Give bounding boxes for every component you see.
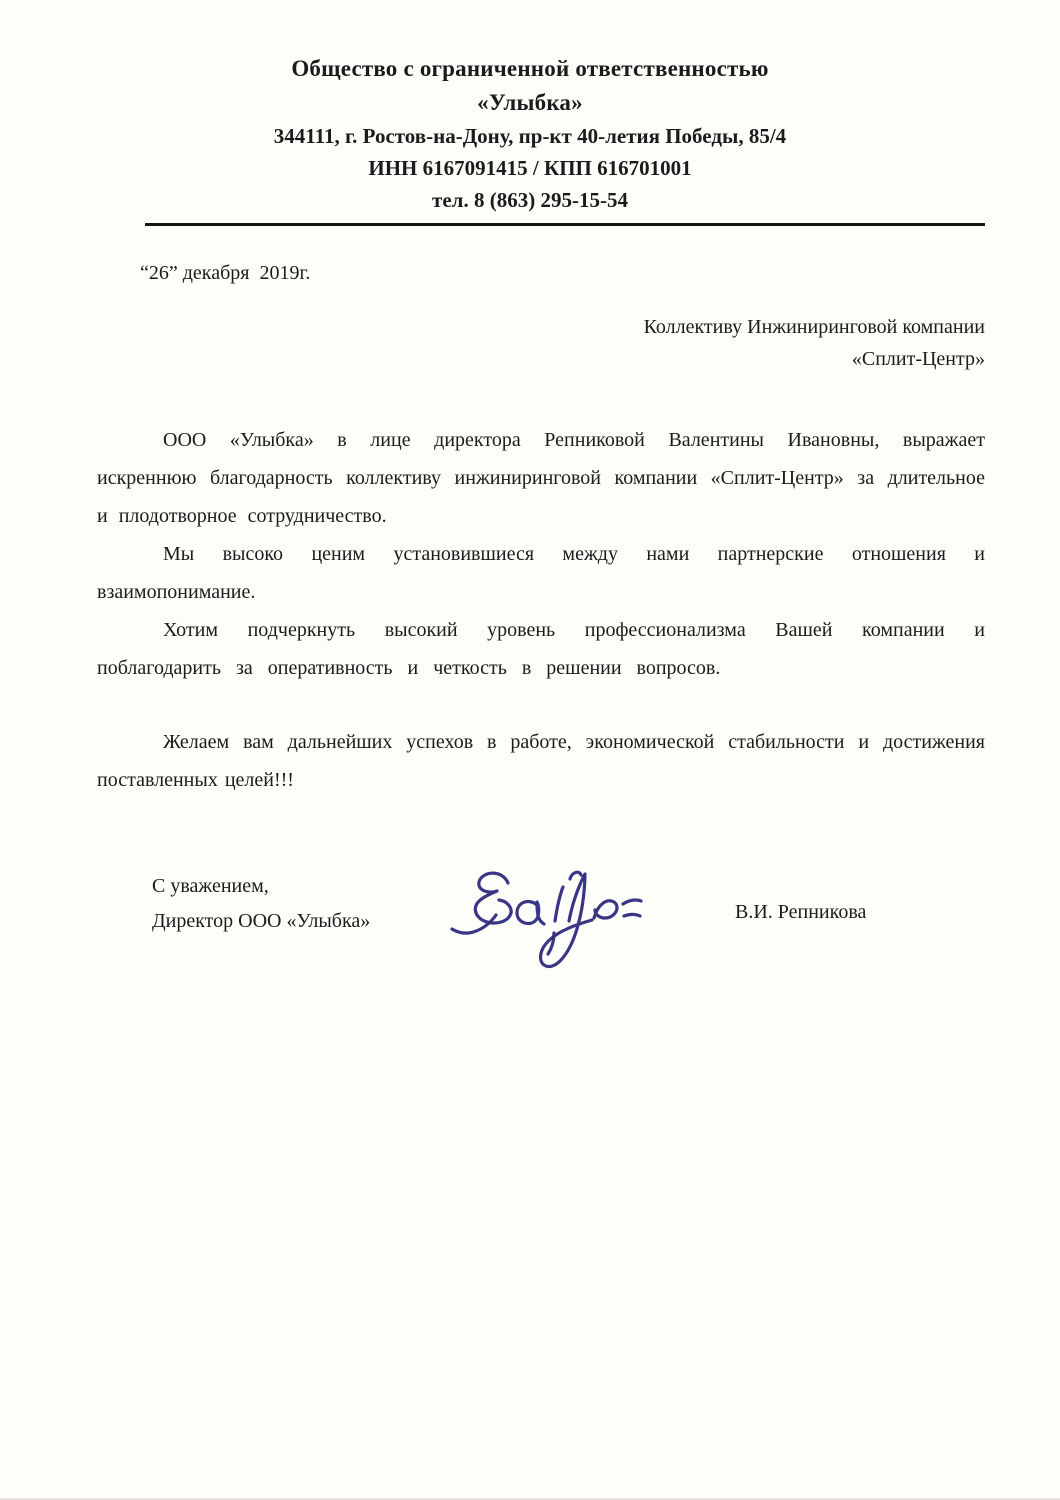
org-name-line2: «Улыбка» <box>477 90 583 115</box>
signature-title: Директор ООО «Улыбка» <box>152 910 371 932</box>
signature-left-column <box>152 869 370 939</box>
recipient-block <box>0 311 985 375</box>
paragraph-professionalism: Хотим подчеркнуть высокий уровень профессионализма Вашей компании и поблагодарить за оперативность и четкость в решении вопросов. <box>97 619 985 679</box>
handwritten-signature-icon <box>442 847 662 997</box>
org-inn-kpp: ИНН 6167091415 / КПП 616701001 <box>368 156 692 180</box>
signature-block <box>0 845 1060 1085</box>
org-name-line1: Общество с ограниченной ответственностью <box>291 56 769 81</box>
org-phone: тел. 8 (863) 295-15-54 <box>432 188 628 212</box>
paragraph-partnership: Мы высоко ценим установившиеся между нами партнерские отношения и взаимопонимание. <box>97 543 985 603</box>
paragraph-wishes: Желаем вам дальнейших успехов в работе, экономической стабильности и достижения поставленных целей!!! <box>97 731 985 791</box>
paragraph-gratitude: ООО «Улыбка» в лице директора Репниковой Валентины Ивановны, выражает искреннюю благодарность коллективу инжиниринговой компании «Сплит-Центр» за длительное и плодотворное сотрудничество. <box>97 429 985 527</box>
letterhead <box>0 0 1060 216</box>
recipient-line1: Коллективу Инжиниринговой компании <box>643 316 985 338</box>
recipient-line2: «Сплит-Центр» <box>851 348 985 370</box>
letterhead-rule <box>145 223 985 226</box>
letter-body <box>97 421 985 799</box>
org-address: 344111, г. Ростов-на-Дону, пр-кт 40-летия Победы, 85/4 <box>273 124 787 148</box>
signatory-name: В.И. Репникова <box>735 901 867 923</box>
date-line: “26” декабря 2019г. <box>140 262 311 284</box>
signature-salutation: С уважением, <box>152 875 269 897</box>
